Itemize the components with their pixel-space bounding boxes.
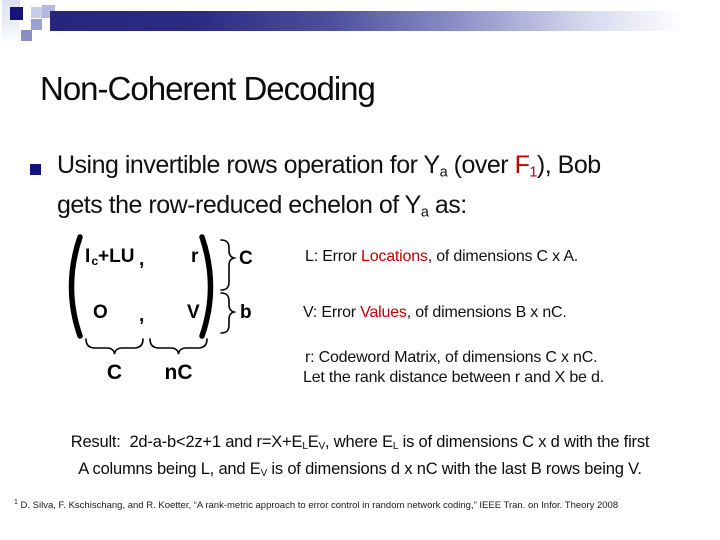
col2-underbrace-shape	[150, 339, 207, 354]
matrix-row1-comma: ,	[139, 249, 145, 270]
result-line1-d: is of dimensions C x d with the first	[398, 433, 650, 451]
legend-v-suffix: , of dimensions B x nC.	[406, 304, 567, 321]
matrix-row1-codeword: r	[191, 246, 199, 267]
legend-v-highlight: Values	[360, 304, 407, 321]
bullet-sub-a1: a	[439, 164, 448, 181]
col2-dimension-label: nC	[164, 361, 193, 384]
matrix-row1-lu-term: +LU	[98, 246, 135, 267]
right-paren-shape	[202, 237, 211, 336]
result-line2-a: A columns being L, and E	[78, 460, 261, 478]
matrix-row2-comma: ,	[139, 305, 145, 326]
result-line1-a: Result: 2d-a-b<2z+1 and r=X+E	[70, 433, 303, 451]
row1-dimension-label: C	[239, 248, 253, 269]
matrix-diagram	[58, 232, 268, 387]
bullet-paragraph	[57, 149, 669, 228]
result-sub-l2: L	[392, 441, 399, 452]
citation-footnote	[14, 499, 618, 511]
bullet-sub-a2: a	[420, 204, 429, 221]
left-paren-shape	[72, 237, 81, 336]
legend-l-suffix: , of dimensions C x A.	[427, 248, 579, 265]
matrix-row2-values: V	[187, 302, 200, 323]
result-sub-v1: V	[318, 441, 325, 452]
field-symbol-red: F	[514, 151, 530, 179]
bullet-line1-mid: (over	[447, 151, 515, 179]
col1-underbrace-shape	[86, 339, 143, 354]
legend-values-line	[303, 303, 567, 323]
result-sub-v2: V	[260, 468, 268, 479]
legend-l-prefix: L: Error	[305, 248, 361, 265]
footnote-text: D. Silva, F. Kschischang, and R. Koetter, “A rank-metric approach to error control in random network coding,” IEEE Tran. on Infor. Theory 2008	[17, 500, 619, 512]
header-square-navy	[10, 7, 23, 20]
bullet-line2-end: as:	[428, 190, 467, 219]
header-square-light-1	[31, 7, 42, 18]
row2-dimension-label: b	[240, 302, 252, 323]
bullet-line1-end: ), Bob	[536, 151, 601, 179]
slide-title: Non-Coherent Decoding	[40, 70, 375, 107]
header-square-mid-2	[21, 30, 32, 41]
result-sub-l1: L	[302, 441, 308, 452]
matrix-row1-identity-sub: c	[91, 254, 99, 268]
result-paragraph	[0, 431, 720, 485]
result-line1-b: E	[307, 433, 319, 451]
matrix-row2-zero: O	[93, 302, 108, 323]
row1-brace-shape	[221, 240, 234, 290]
row2-brace-shape	[221, 293, 234, 333]
header-gradient-bar	[50, 11, 716, 31]
bullet-line1-text: Using invertible rows operation for Y	[57, 151, 440, 179]
legend-locations-line	[305, 247, 578, 267]
legend-l-highlight: Locations	[361, 248, 428, 265]
bullet-line2-text: gets the row-reduced echelon of Y	[57, 190, 421, 219]
result-line2-b: is of dimensions d x nC with the last B rows being V.	[267, 460, 642, 478]
legend-rank-line: Let the rank distance between r and X be d.	[303, 369, 604, 386]
field-symbol-sub-red: 1	[529, 164, 537, 181]
result-line1-c: , where E	[324, 433, 393, 451]
matrix-row1-identity: I	[85, 246, 91, 267]
bullet-marker-icon	[30, 164, 41, 175]
col1-dimension-label: C	[106, 361, 123, 384]
footnote-superscript: 1	[14, 499, 18, 506]
legend-codeword-line: r: Codeword Matrix, of dimensions C x nC.	[305, 349, 598, 366]
header-square-mid-1	[31, 19, 42, 30]
legend-v-prefix: V: Error	[303, 304, 361, 321]
